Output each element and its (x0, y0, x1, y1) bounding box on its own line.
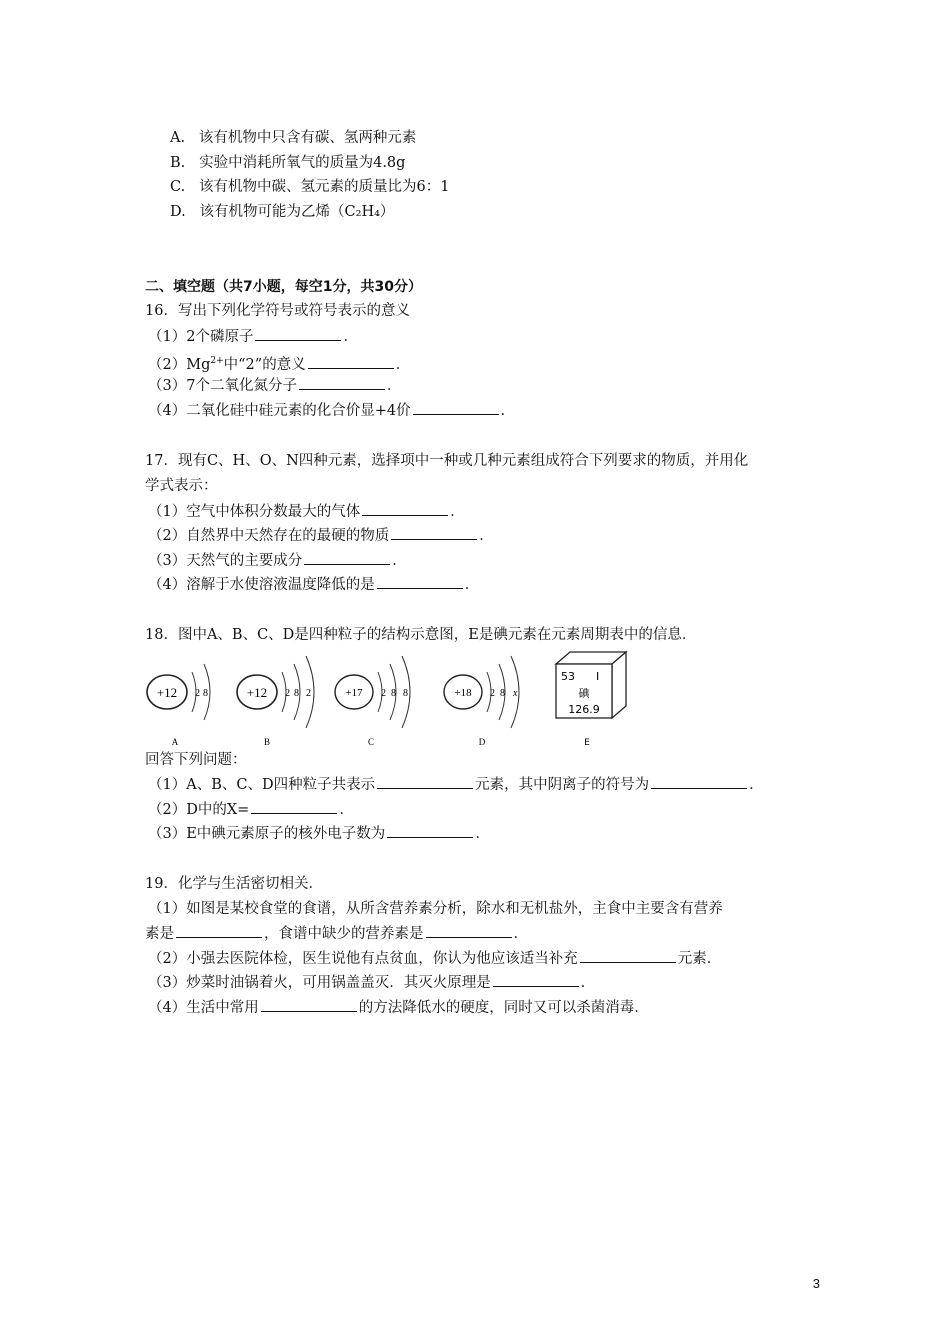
answer-blank[interactable] (304, 550, 390, 565)
answer-blank[interactable] (391, 525, 477, 540)
element-symbol: I (596, 670, 600, 683)
q18-part2: （2）D中的X= ． (148, 799, 354, 820)
element-name: 碘 (578, 687, 590, 700)
q16-stem: 16．写出下列化学符号或符号表示的意义 (145, 303, 410, 319)
box-side (612, 652, 626, 718)
q18-stem: 18．图中A、B、C、D是四种粒子的结构示意图，E是碘元素在元素周期表中的信息． (145, 627, 697, 643)
nucleus-charge: +12 (156, 685, 178, 700)
answer-blank[interactable] (255, 326, 341, 341)
option-d: D. 该有机物可能为乙烯（C₂H₄） (170, 204, 395, 220)
atomic-number: 53 (561, 670, 575, 683)
atom-diagram-c (335, 656, 410, 747)
section-title: 二、填空题（共7小题，每空1分，共30分） (145, 279, 422, 295)
answer-blank[interactable] (176, 923, 262, 938)
option-b: B. 实验中消耗所氧气的质量为4.8g (170, 155, 406, 171)
q18-part1: （1）A、B、C、D四种粒子共表示 元素，其中阴离子的符号为 ． (148, 774, 764, 795)
shell-count: 8 (294, 688, 299, 699)
periodic-table-cell-e (556, 652, 626, 748)
answer-blank[interactable] (413, 400, 499, 415)
shell-count: 2 (490, 688, 495, 699)
q19-part4: （4）生活中常用 的方法降低水的硬度，同时又可以杀菌消毒． (148, 997, 649, 1018)
answer-blank[interactable] (426, 923, 512, 938)
q16-part4: （4）二氧化硅中硅元素的化合价显+4价 ． (148, 400, 515, 421)
answer-blank[interactable] (493, 972, 579, 987)
q17-stem-line2: 学式表示： (145, 478, 218, 494)
q17-part2: （2）自然界中天然存在的最硬的物质 ． (148, 525, 494, 546)
answer-blank[interactable] (261, 997, 357, 1012)
q17-stem-line1: 17．现有C、H、O、N四种元素，选择项中一种或几种元素组成符合下列要求的物质，并用化 (145, 453, 749, 469)
q19-part2: （2）小强去医院体检，医生说他有点贫血，你认为他应该适当补充 元素． (148, 948, 721, 969)
answer-blank[interactable] (299, 375, 385, 390)
q18-part3: （3）E中碘元素原子的核外电子数为 ． (148, 823, 490, 844)
shell-count: 8 (203, 688, 208, 699)
q19-part1-line1: （1）如图是某校食堂的食谱，从所含营养素分析，除水和无机盐外，主食中主要含有营养 (148, 901, 723, 917)
nucleus-charge: +18 (454, 687, 472, 699)
shell-count: 2 (195, 688, 200, 699)
shell-count: 2 (306, 688, 311, 699)
shell-count: 2 (285, 688, 290, 699)
diagram-label: C (367, 737, 375, 747)
diagram-label: A (171, 737, 179, 747)
q19-part3: （3）炒菜时油锅着火，可用锅盖盖灭．其灭火原理是 ． (148, 972, 595, 993)
answer-blank[interactable] (377, 574, 463, 589)
particle-structure-figure (140, 650, 640, 750)
shell-count: 8 (500, 688, 505, 699)
q16-part2: $(2)Mg^{2+}$中“2”的意义 ． (148, 351, 410, 375)
shell-count: x (513, 688, 518, 699)
answer-blank[interactable] (377, 774, 473, 789)
answer-blank[interactable] (251, 799, 337, 814)
option-c: C. 该有机物中碳、氢元素的质量比为6：1 (170, 179, 450, 195)
atom-diagram-b (237, 656, 314, 747)
answer-blank[interactable] (651, 774, 747, 789)
q16-part1: （1）2个磷原子 ． (148, 326, 358, 347)
q18-answer-intro: 回答下列问题： (145, 752, 247, 768)
atom-diagram-d (444, 656, 519, 747)
answer-blank[interactable] (580, 948, 676, 963)
atom-diagram-a (147, 664, 210, 747)
page-number: 3 (812, 1276, 820, 1291)
nucleus-charge: +12 (246, 685, 268, 700)
answer-blank[interactable] (362, 501, 448, 516)
q19-part1-line2: 素是 ，食谱中缺少的营养素是 ． (145, 923, 528, 944)
q16-part3: （3）7个二氧化氮分子 ． (148, 375, 401, 396)
q17-part4: （4）溶解于水使溶液温度降低的是 ． (148, 574, 479, 595)
answer-blank[interactable] (308, 354, 394, 369)
diagram-label: B (263, 737, 271, 747)
option-a: A. 该有机物中只含有碳、氢两种元素 (170, 130, 417, 146)
shell-count: 8 (391, 688, 396, 699)
diagram-label: D (478, 737, 486, 747)
q19-stem: 19．化学与生活密切相关． (145, 876, 323, 892)
nucleus-charge: +17 (345, 687, 363, 699)
q17-part1: （1）空气中体积分数最大的气体 ． (148, 501, 465, 522)
shell-count: 2 (381, 688, 386, 699)
atomic-mass: 126.9 (568, 703, 600, 716)
q17-part3: （3）天然气的主要成分 ． (148, 550, 407, 571)
answer-blank[interactable] (387, 823, 473, 838)
shell-count: 8 (403, 688, 408, 699)
diagram-label: E (584, 738, 590, 748)
